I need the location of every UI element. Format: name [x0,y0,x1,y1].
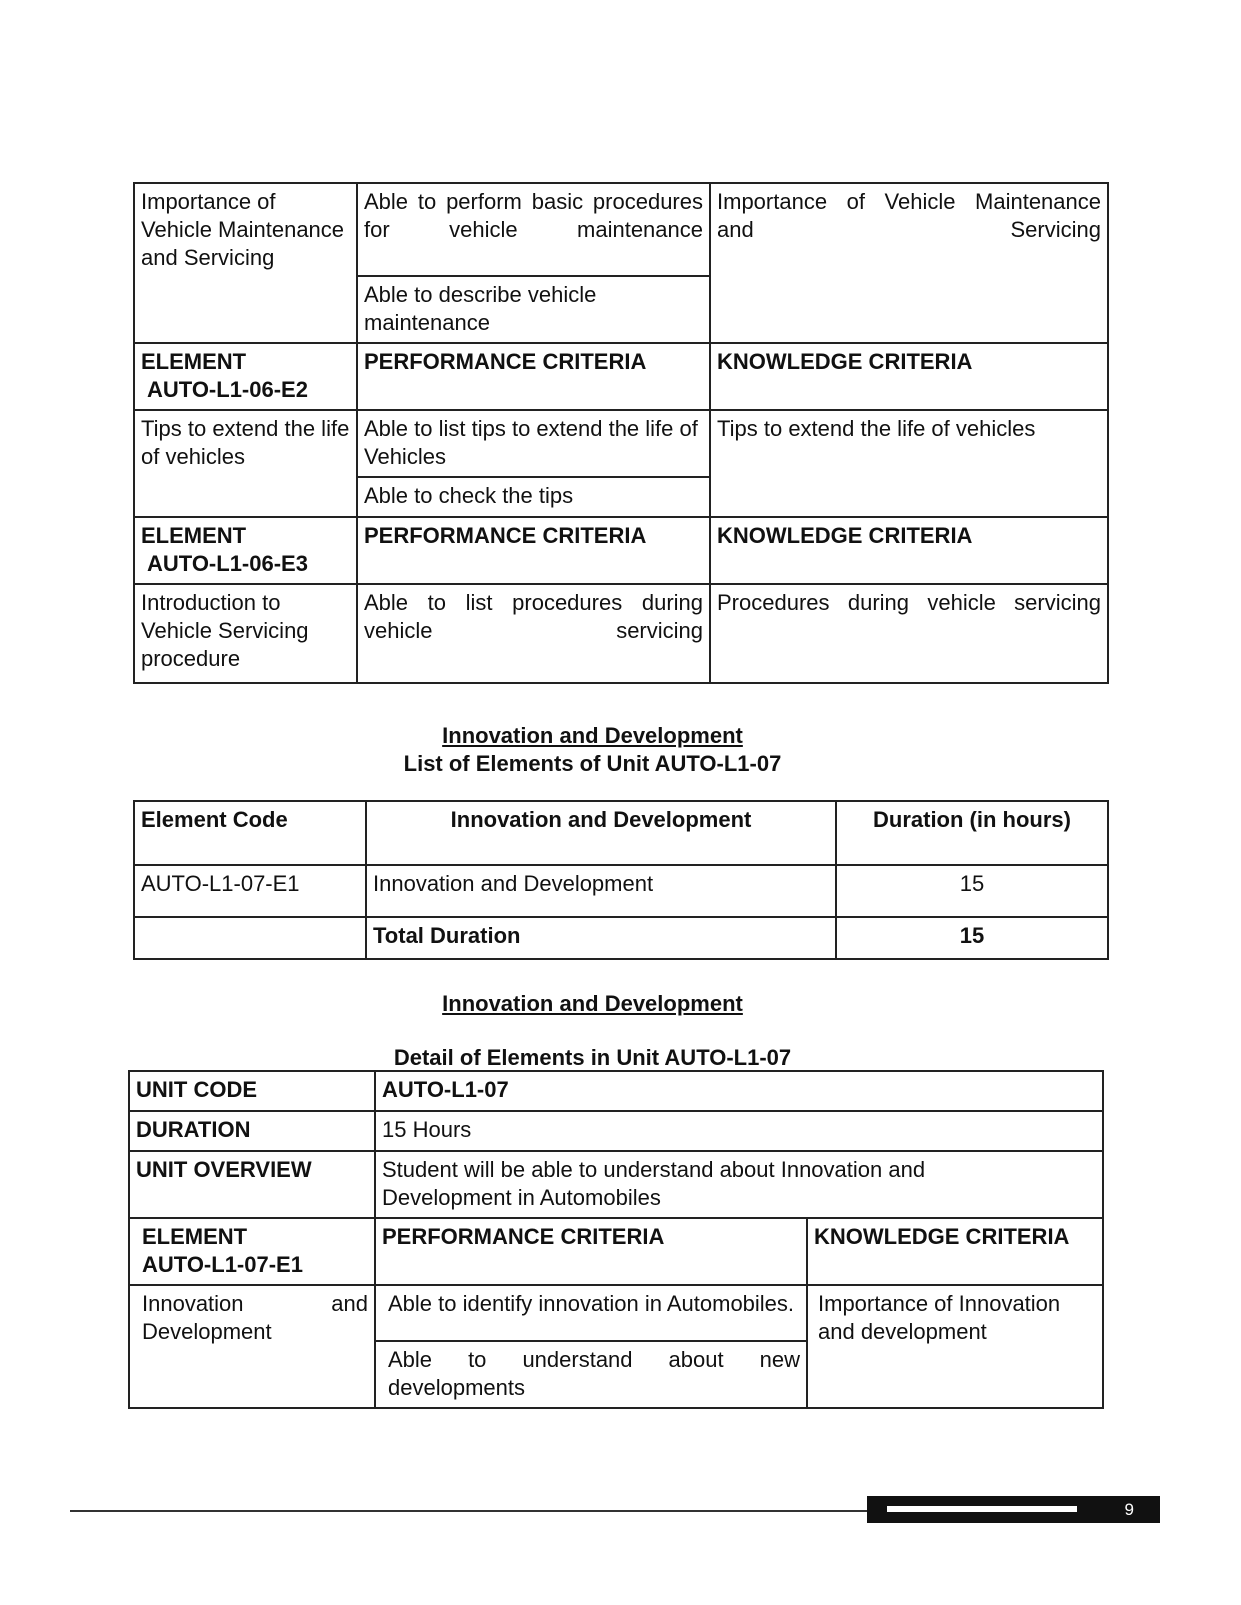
section-title: Innovation and Development [442,991,743,1016]
knowledge-cell: Importance of Vehicle Maintenance and Servicing [710,183,1108,343]
element-cell: Importance of Vehicle Maintenance and Servicing [134,183,357,343]
element-code: AUTO-L1-06-E2 [147,377,308,402]
performance-header: PERFORMANCE CRITERIA [375,1218,807,1285]
element-label: ELEMENT [142,1224,248,1249]
element-cell [129,1285,375,1408]
section-subtitle: Detail of Elements in Unit AUTO-L1-07 [393,1045,792,1070]
element-header-cell [129,1218,375,1285]
element-name: Innovation and Development [142,1291,368,1344]
duration-cell: 15 [836,865,1108,917]
element-label: ELEMENT [141,349,247,374]
element-table-unit-06 [133,182,1109,684]
performance-cell: Able to identify innovation in Automobiles. [375,1285,807,1341]
element-header-cell [134,343,357,410]
performance-cell: Able to list tips to extend the life of Vehicles [357,410,710,477]
total-duration: 15 [836,917,1108,959]
section-title: Innovation and Development [442,723,743,748]
element-header-cell [134,517,357,584]
unit-overview-label: UNIT OVERVIEW [129,1151,375,1218]
list-of-elements-table [133,800,1109,960]
element-code: AUTO-L1-07-E1 [142,1252,303,1277]
section-subtitle: List of Elements of Unit AUTO-L1-07 [403,751,782,776]
total-label: Total Duration [366,917,836,959]
knowledge-header: KNOWLEDGE CRITERIA [807,1218,1103,1285]
knowledge-header: KNOWLEDGE CRITERIA [710,517,1108,584]
element-code: AUTO-L1-06-E3 [147,551,308,576]
performance-cell: Able to list procedures during vehicle servicing [357,584,710,683]
unit-code-value: AUTO-L1-07 [375,1071,1103,1111]
performance-cell: Able to describe vehicle maintenance [357,276,710,343]
duration-label: DURATION [129,1111,375,1151]
footer-rule [70,1510,870,1512]
element-code-cell: AUTO-L1-07-E1 [134,865,366,917]
performance-cell: Able to perform basic procedures for vehicle maintenance [357,183,710,276]
unit-code-label: UNIT CODE [129,1071,375,1111]
knowledge-cell: Importance of Innovation and development [807,1285,1103,1408]
column-header: Duration (in hours) [836,801,1108,865]
performance-header: PERFORMANCE CRITERIA [357,343,710,410]
knowledge-header: KNOWLEDGE CRITERIA [710,343,1108,410]
knowledge-cell: Tips to extend the life of vehicles [710,410,1108,517]
footer-block [867,1496,1160,1523]
detail-of-elements-table [128,1070,1104,1409]
page-number: 9 [1124,1500,1134,1519]
performance-header: PERFORMANCE CRITERIA [357,517,710,584]
element-label: ELEMENT [141,523,247,548]
duration-value: 15 Hours [375,1111,1103,1151]
knowledge-cell: Procedures during vehicle servicing [710,584,1108,683]
performance-cell: Able to understand about new developments [375,1341,807,1408]
column-header: Innovation and Development [366,801,836,865]
element-cell: Introduction to Vehicle Servicing procedure [134,584,357,683]
column-header: Element Code [134,801,366,865]
empty-cell [134,917,366,959]
footer-bar [887,1506,1077,1512]
unit-overview-value: Student will be able to understand about Innovation and Development in Automobiles [375,1151,1103,1218]
element-cell: Tips to extend the life of vehicles [134,410,357,517]
element-name-cell: Innovation and Development [366,865,836,917]
performance-cell: Able to check the tips [357,477,710,517]
